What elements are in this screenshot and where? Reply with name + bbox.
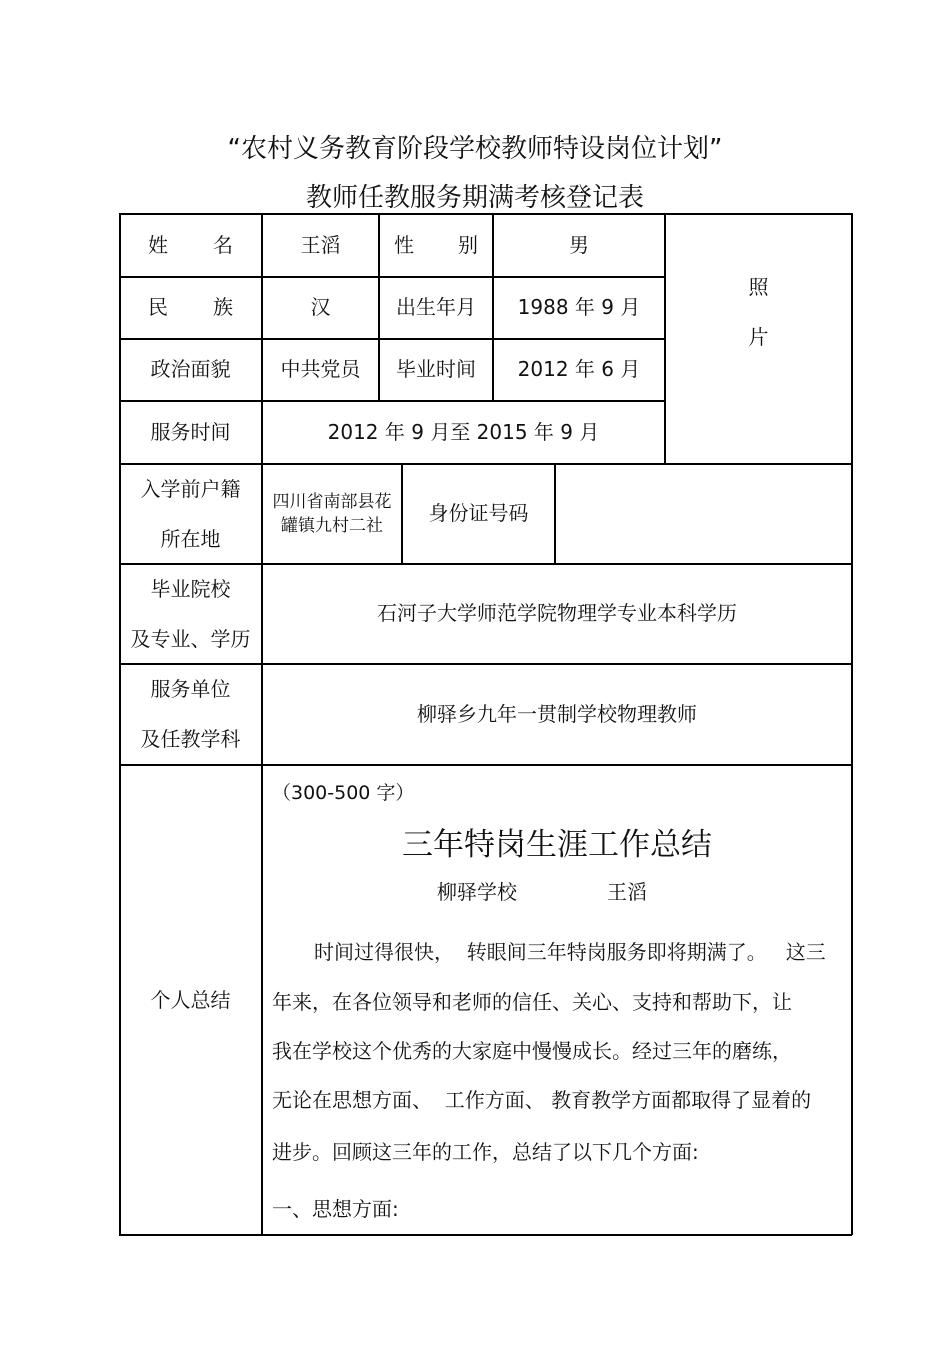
hukou-label	[120, 464, 261, 563]
word-limit-note: （300-500 字）	[272, 782, 415, 804]
gender-label-char2: 别	[458, 232, 478, 257]
summary-school: 柳驿学校	[437, 880, 517, 904]
summary-paragraph-line: 进步。回顾这三年的工作，总结了以下几个方面:	[272, 1140, 699, 1164]
school-label-line1: 毕业院校	[150, 576, 231, 601]
name-label-char1: 姓	[148, 232, 168, 257]
ethnicity-label-char2: 族	[213, 295, 233, 319]
photo-label-char1: 照	[748, 275, 769, 299]
unit-value: 柳驿乡九年一贯制学校物理教师	[417, 701, 697, 726]
unit-label-line1: 服务单位	[150, 677, 231, 701]
gender-label	[380, 214, 492, 276]
hukou-label-line1: 入学前户籍	[140, 476, 241, 501]
summary-label: 个人总结	[150, 987, 231, 1012]
form-title-line1: “农村义务教育阶段学校教师特设岗位计划”	[227, 134, 723, 164]
graduation-value: 2012 年 6 月	[517, 357, 641, 381]
unit-label	[120, 664, 261, 764]
hukou-label-line2: 所在地	[160, 526, 221, 551]
id-number-value	[556, 464, 851, 563]
name-label-char2: 名	[213, 232, 233, 257]
summary-paragraph-line: 无论在思想方面、 工作方面、 教育教学方面都取得了显着的	[272, 1088, 812, 1112]
graduation-label: 毕业时间	[396, 357, 476, 381]
service-time-label: 服务时间	[150, 419, 231, 444]
name-label	[120, 214, 261, 276]
unit-label-line2: 及任教学科	[140, 727, 241, 751]
photo-label-char2: 片	[748, 325, 769, 349]
summary-author: 王滔	[607, 880, 647, 904]
service-time-value: 2012 年 9 月至 2015 年 9 月	[327, 419, 600, 444]
birth-value: 1988 年 9 月	[517, 295, 641, 319]
form-title-line2: 教师任教服务期满考核登记表	[305, 183, 644, 213]
hukou-value: 四川省南部县花罐镇九村二社	[272, 491, 392, 536]
table-rule	[851, 213, 853, 1235]
politics-label: 政治面貌	[150, 357, 231, 381]
birth-label: 出生年月	[396, 295, 476, 319]
politics-value: 中共党员	[280, 357, 361, 381]
school-label-line2: 及专业、学历	[130, 626, 251, 651]
school-value: 石河子大学师范学院物理学专业本科学历	[377, 601, 737, 625]
summary-paragraph-line: 我在学校这个优秀的大家庭中慢慢成长。经过三年的磨练，	[272, 1039, 792, 1063]
summary-paragraph-line: 时间过得很快， 转眼间三年特岗服务即将期满了。 这三	[314, 940, 826, 964]
summary-section-heading: 一、思想方面:	[272, 1197, 399, 1221]
gender-label-char1: 性	[394, 232, 414, 257]
summary-paragraph-line: 年来，在各位领导和老师的信任、关心、支持和帮助下，让	[272, 990, 792, 1014]
school-label	[120, 564, 261, 663]
ethnicity-label	[120, 277, 261, 338]
gender-value: 男	[569, 232, 589, 257]
summary-heading: 三年特岗生涯工作总结	[402, 827, 712, 863]
photo-placeholder	[666, 262, 851, 362]
ethnicity-label-char1: 民	[148, 295, 168, 319]
name-value: 王滔	[300, 232, 341, 257]
ethnicity-value: 汉	[310, 295, 331, 319]
id-number-label: 身份证号码	[428, 501, 529, 525]
